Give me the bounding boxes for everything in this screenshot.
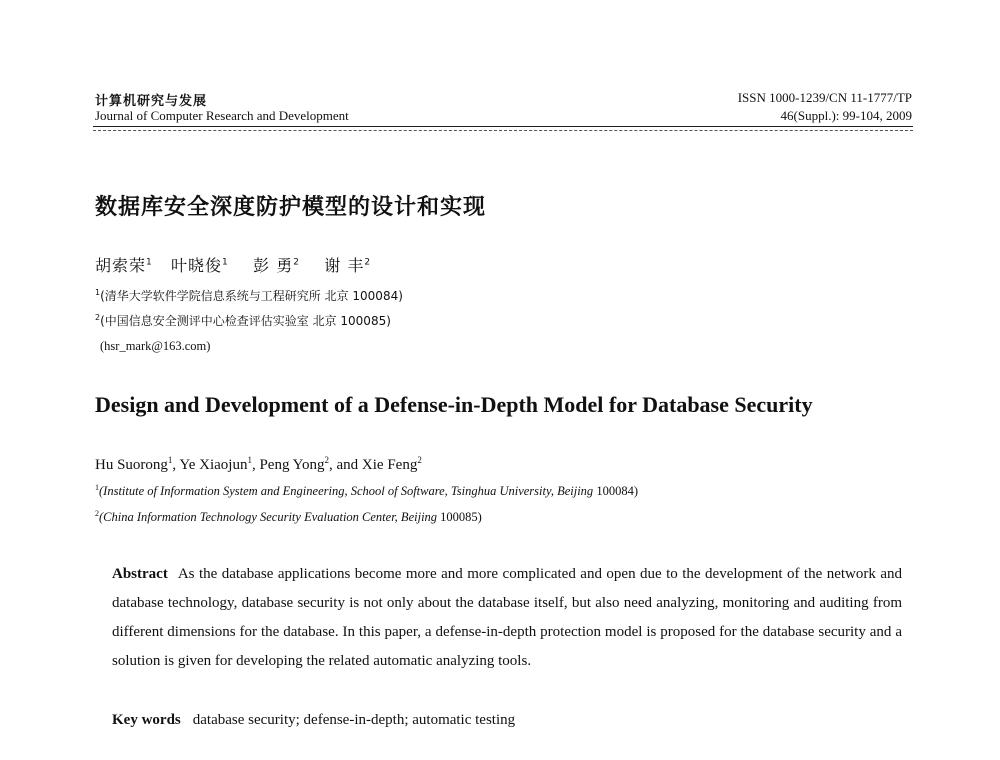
author-cn: 彭 勇 xyxy=(253,256,294,275)
author-en: Peng Yong xyxy=(259,457,325,473)
journal-name-en: Journal of Computer Research and Development xyxy=(95,108,349,123)
keywords-text: database security; defense-in-depth; automatic testing xyxy=(192,712,516,728)
author-email: (hsr_mark@163.com) xyxy=(100,339,211,353)
author-en: Xie Feng xyxy=(361,457,418,473)
authors-cn: 胡索荣$^1$ 叶晓俊$^1$ 彭 勇$^2$ 谢 丰$^2$ xyxy=(95,256,372,275)
abstract-label: Abstract xyxy=(112,566,168,582)
title-en: Design and Development of a Defense-in-Depth Model for Database Security xyxy=(95,392,813,417)
keywords-label: Key words xyxy=(112,712,181,728)
author-cn: 叶晓俊 xyxy=(171,256,223,275)
abstract-text: As the database applications become more and more complicated and open due to the development of the network and database technology, database security is not only about the database itself, but also need analyzing, monitoring and auditing from different dimensions for the database. In this paper, a defense-in-depth protection model is proposed for the database security and a solution is given for developing the related automatic analyzing tools. xyxy=(112,566,902,669)
journal-name-cn: 计算机研究与发展 xyxy=(95,94,208,109)
keywords xyxy=(112,712,515,729)
header-rule-dashed xyxy=(93,130,913,131)
affiliation-en: $^1$(Institute of Information System and Engineering, School of Software, Tsinghua University, Beijing 100084) xyxy=(95,483,638,499)
author-en: Hu Suorong xyxy=(95,457,168,473)
authors-en: Hu Suorong$^1$, Ye Xiaojun$^1$, Peng Yong$^2$, and Xie Feng$^2$ xyxy=(95,455,422,473)
author-cn: 胡索荣 xyxy=(95,256,147,275)
issn: ISSN 1000-1239/CN 11-1777/TP xyxy=(737,90,912,105)
affiliation-en: $^2$(China Information Technology Security Evaluation Center, Beijing 100085) xyxy=(95,509,482,525)
affiliation-cn: $^2$(中国信息安全测评中心检查评估实验室 北京 100085) xyxy=(95,313,391,328)
abstract xyxy=(112,560,902,676)
affiliation-cn: $^1$(清华大学软件学院信息系统与工程研究所 北京 100084) xyxy=(95,288,403,303)
author-en: Ye Xiaojun xyxy=(179,457,248,473)
author-cn: 谢 丰 xyxy=(324,256,365,275)
title-cn: 数据库安全深度防护模型的设计和实现 xyxy=(95,195,487,220)
header-rule xyxy=(93,126,913,127)
issue-info: 46(Suppl.): 99-104, 2009 xyxy=(780,108,912,123)
